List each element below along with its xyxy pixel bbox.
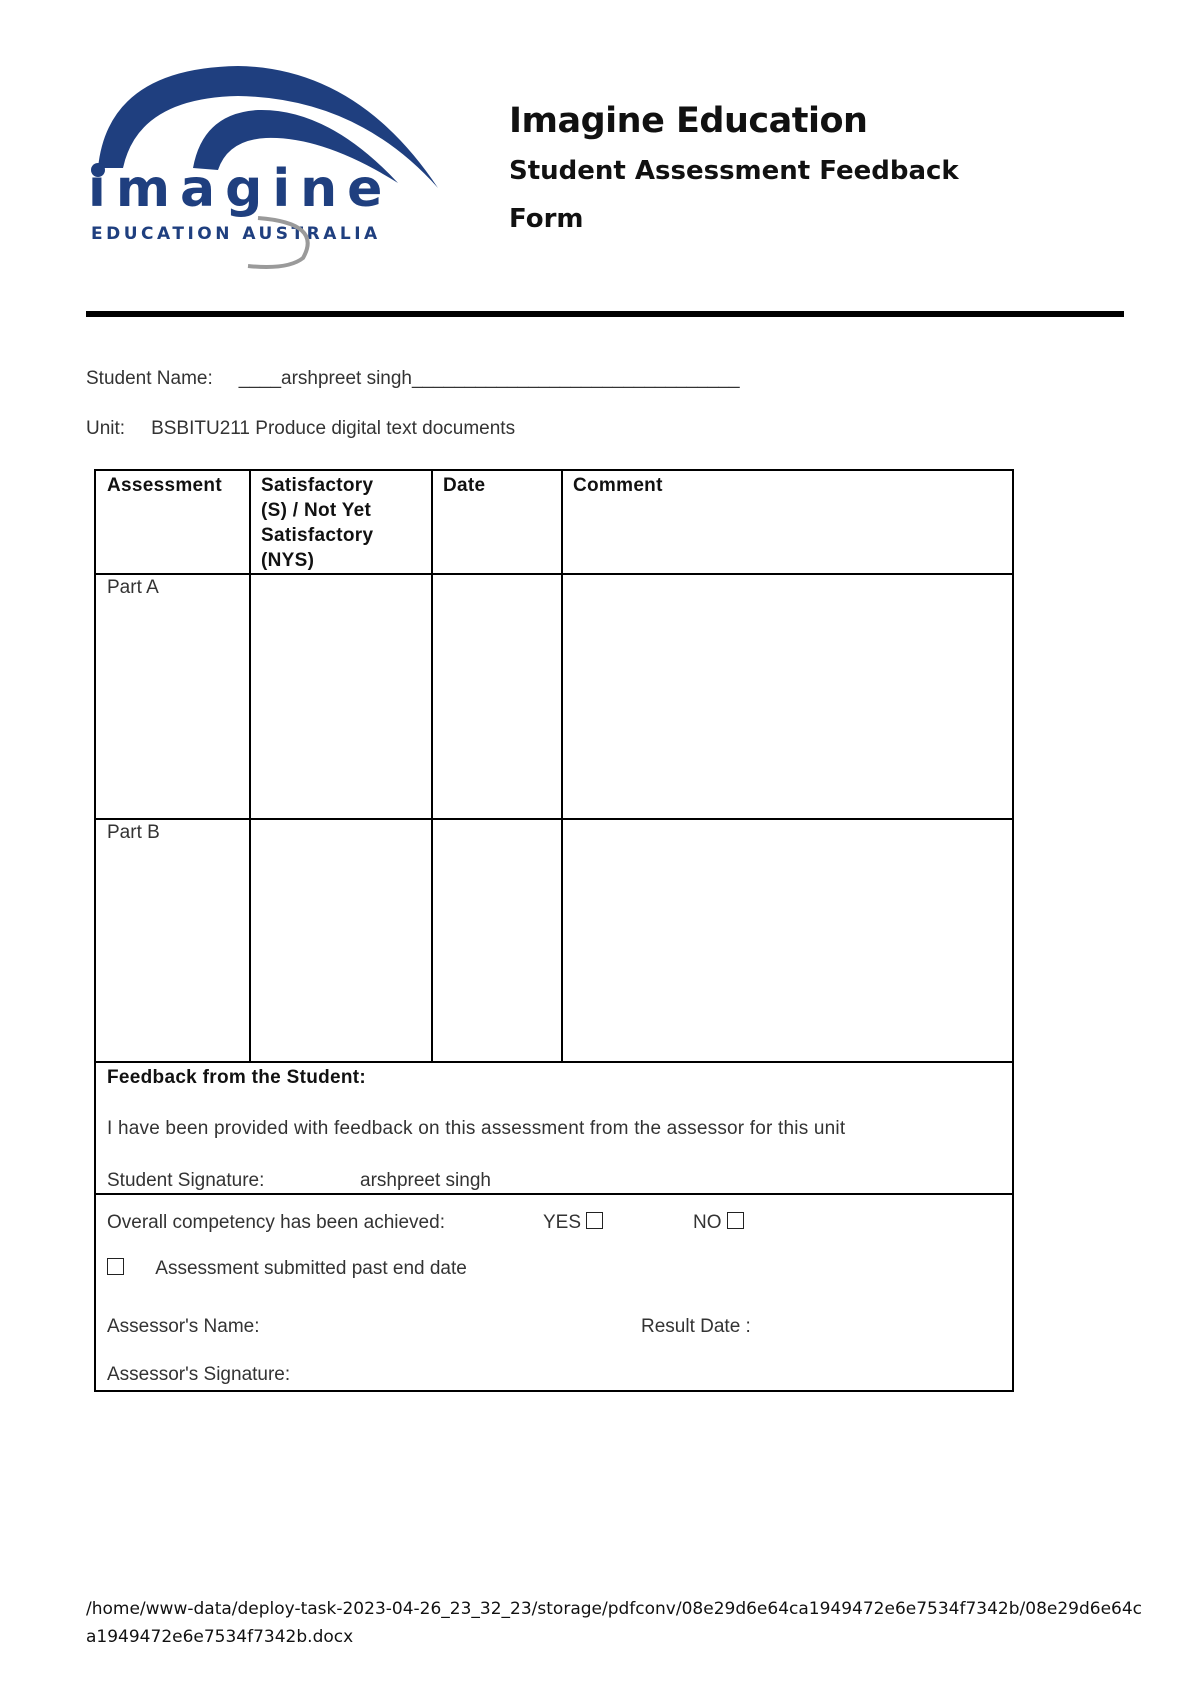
assessment-table bbox=[94, 469, 1014, 1392]
page-title: Imagine Education bbox=[509, 101, 868, 141]
result-date-label: Result Date : bbox=[641, 1316, 751, 1337]
header-comment: Comment bbox=[573, 475, 663, 496]
unit-value: BSBITU211 Produce digital text documents bbox=[151, 418, 516, 439]
no-label: NO bbox=[693, 1212, 722, 1233]
yes-option[interactable] bbox=[543, 1212, 603, 1234]
header-satisfactory bbox=[261, 473, 373, 573]
header-assessment: Assessment bbox=[107, 475, 222, 496]
header-divider bbox=[86, 311, 1124, 317]
past-end-date-label: Assessment submitted past end date bbox=[155, 1258, 467, 1279]
yes-label: YES bbox=[543, 1212, 582, 1233]
student-name-label: Student Name: bbox=[86, 368, 213, 389]
row-divider-1 bbox=[96, 818, 1012, 820]
yes-checkbox[interactable] bbox=[586, 1212, 603, 1229]
student-signature-label: Student Signature: bbox=[107, 1170, 265, 1191]
col-divider-1 bbox=[249, 471, 251, 1061]
imagine-logo bbox=[88, 58, 443, 273]
past-end-date-option[interactable] bbox=[107, 1258, 467, 1280]
header-satisfactory-line: Satisfactory bbox=[261, 525, 374, 546]
page-subtitle-line1: Student Assessment Feedback bbox=[509, 156, 959, 186]
logo-graphic bbox=[88, 58, 443, 273]
past-end-date-checkbox[interactable] bbox=[107, 1258, 124, 1275]
header-satisfactory-line: (NYS) bbox=[261, 550, 315, 571]
row-label-part-a: Part A bbox=[107, 577, 159, 598]
page-subtitle-line2: Form bbox=[509, 204, 584, 234]
feedback-statement: I have been provided with feedback on this assessment from the assessor for this unit bbox=[107, 1118, 846, 1139]
header-satisfactory-line: Satisfactory bbox=[261, 475, 374, 496]
no-checkbox[interactable] bbox=[727, 1212, 744, 1229]
row-divider-3 bbox=[96, 1193, 1012, 1195]
feedback-title: Feedback from the Student: bbox=[107, 1067, 367, 1088]
row-divider-2 bbox=[96, 1061, 1012, 1063]
file-path-footer: /home/www-data/deploy-task-2023-04-26_23_32_23/storage/pdfconv/08e29d6e64ca1949472e6e7534f7342b/08e29d6e64ca1949472e6e7534f7342b.docx bbox=[86, 1599, 1143, 1647]
col-divider-3 bbox=[561, 471, 563, 1061]
assessor-signature-label: Assessor's Signature: bbox=[107, 1364, 291, 1385]
unit-label: Unit: bbox=[86, 418, 126, 439]
document-header bbox=[509, 96, 959, 242]
logo-brand-word: imagine bbox=[88, 159, 393, 219]
header-satisfactory-line: (S) / Not Yet bbox=[261, 500, 372, 521]
col-divider-2 bbox=[431, 471, 433, 1061]
competency-label: Overall competency has been achieved: bbox=[107, 1212, 445, 1233]
assessor-name-label: Assessor's Name: bbox=[107, 1316, 260, 1337]
unit-field bbox=[86, 418, 515, 440]
row-label-part-b: Part B bbox=[107, 822, 160, 843]
logo-tagline: EDUCATION AUSTRALIA bbox=[91, 224, 381, 244]
no-option[interactable] bbox=[693, 1212, 744, 1234]
header-date: Date bbox=[443, 475, 486, 496]
student-name-field bbox=[86, 368, 740, 390]
student-signature-value[interactable]: arshpreet singh bbox=[360, 1170, 491, 1191]
student-name-value[interactable]: ____arshpreet singh_______________________________ bbox=[238, 368, 740, 389]
header-row-divider bbox=[96, 573, 1012, 575]
